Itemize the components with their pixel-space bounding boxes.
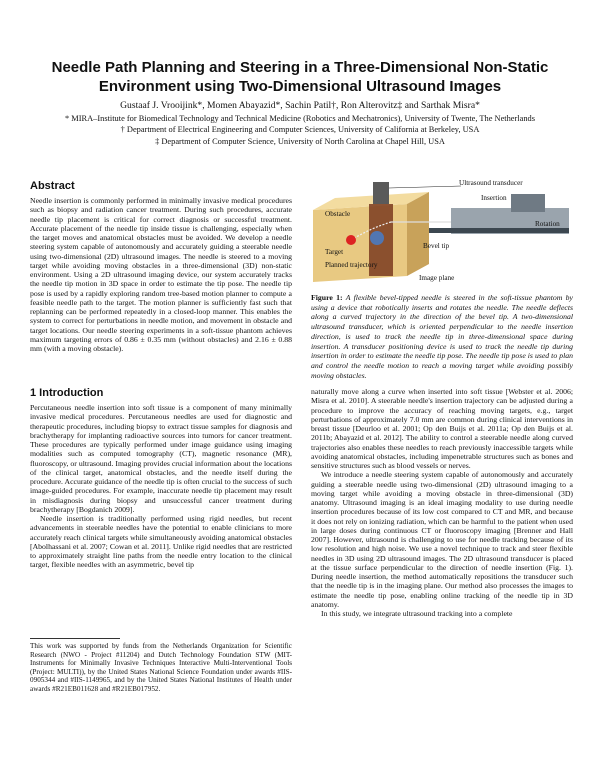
label-insertion: Insertion <box>481 194 507 202</box>
footnote-text: This work was supported by funds from the Netherlands Organization for Scientific Research (NWO - Project #11204) and Dutch Technology Foundation STW (MIT-Instruments for Minimally Invasive Techniques Interactive Multi-Interventional Tools (Project: MULTI)), by the United States National Science Foundation under awards #IIS-0905344 and #IIS-1149965, and by the United States National Institutes of Health under awards #R21EB011628 and #R21EB017952. <box>30 642 292 693</box>
intro-paragraph-3: naturally move along a curve when inserted into soft tissue [Webster et al. 2006; Misra et al. 2010]. A steerable needle's insertion trajectory can be adjusted during a procedure to improve the accuracy of reaching moving targets, e.g., target perturbations of approximately 7.0 mm are common during clinical interventions in breast tissue [Deurloo et al. 2001; Op den Buijs et al. 2011a; Op den Buijs et al. 2011b; Abayazid et al. 2012]. The ability to control a steerable needle along curved trajectories also enables these needles to reach previously inaccessible targets while avoiding anatomical obstacles, including impenetrable structures such as bones and sensitive structures such as blood vessels or nerves. <box>311 387 573 470</box>
footnote <box>30 642 292 694</box>
figure-1-illustration <box>311 176 573 284</box>
label-planned-trajectory: Planned trajectory <box>325 261 378 269</box>
intro-right-column <box>311 387 573 618</box>
rotation-stage <box>511 194 545 212</box>
caption-label: Figure 1: <box>311 293 343 302</box>
label-image-plane: Image plane <box>419 274 455 282</box>
title-line-1: Needle Path Planning and Steering in a Three-Dimensional Non-Static <box>51 59 549 76</box>
abstract-heading: Abstract <box>30 180 75 192</box>
label-bevel-tip: Bevel tip <box>423 242 450 250</box>
intro-paragraph-2: Needle insertion is traditionally performed using rigid needles, but recent advancements in steerable needles have the potential to enable clinicians to more accurately reach clinical targets while simultaneously avoiding anatomical obstacles [Abolhassani et al. 2007; Cowan et al. 2011]. Unlike rigid needles that are restricted to approximately straight line paths from the needle entry location to the clinical target, flexible needles with an asymmetric, bevel tip <box>30 514 292 570</box>
intro-paragraph-1: Percutaneous needle insertion into soft tissue is a component of many minimally invasive medical procedures. Percutaneous needles are used for diagnostic and therapeutic procedures, including biopsy to extract tissue samples for diagnosis and brachytherapy for implanting radioactive sources into tumors for cancer treatment. These procedures are typically performed under image guidance using imaging modalities such as computed tomography (CT), magnetic resonance (MR), fluoroscopy, or ultrasound. Imaging provides crucial information about the locations of the clinical target, anatomical obstacles, and the needle itself during the procedure. Accurate guidance of the needle tip is often crucial to the success of such image-guided procedures. For example, inaccurate needle tip placement may result in misdiagnosis during biopsy and unsuccessful cancer treatment during brachytherapy [Bogdanich 2009]. <box>30 403 292 514</box>
caption-text: A flexible bevel-tipped needle is steered in the soft-tissue phantom by using a device that robotically inserts and rotates the needle. The needle deflects along a curved trajectory in the direction of the bevel tip. A two-dimensional ultrasound transducer, which is oriented perpendicular to the needle insertion direction, is used to track the needle tip in three-dimensional space during insertion. A transducer positioning device is used to track the needle tip during insertion in order to estimate the needle tip pose. The needle tip pose is used to plan and control the needle motion to reach a moving target while avoiding possibly moving obstacles. <box>311 293 573 380</box>
ultrasound-transducer <box>373 182 389 204</box>
tissue-phantom-side <box>407 192 429 276</box>
figure-1-caption <box>311 293 573 380</box>
footnote-rule <box>30 638 120 639</box>
author-list: Gustaaf J. Vrooijink*, Momen Abayazid*, Sachin Patil†, Ron Alterovitz‡ and Sarthak Misra* <box>120 100 480 111</box>
abstract-body <box>30 196 292 353</box>
obstacle-marker <box>370 231 384 245</box>
label-rotation: Rotation <box>535 220 560 228</box>
intro-paragraph-5: In this study, we integrate ultrasound tracking into a complete <box>321 609 513 618</box>
label-obstacle: Obstacle <box>325 210 351 218</box>
affiliation-2: † Department of Electrical Engineering and Computer Sciences, University of California at Berkeley, USA <box>120 125 480 134</box>
intro-paragraph-4: We introduce a needle steering system capable of autonomously and accurately guiding a steerable needle using two-dimensional (2D) ultrasound imaging to a moving target while avoiding a moving obstacle in three-dimensional (3D) anatomy. Ultrasound imaging is an ideal imaging modality to use during needle insertion procedures because of its low cost compared to CT and MR, and because it does not rely on ionizing radiation, which can be harmful to the patient when used in large doses during continuous CT or fluoroscopy imaging [Brenner and Hall 2007]. However, ultrasound is challenging to use for needle tracking because of its low resolution and high noise. We use a novel technique to track and steer flexible needles in 3D using 2D ultrasound images. The 2D ultrasound transducer is placed at the tissue surface perpendicular to the direction of needle insertion (Fig. 1). During needle insertion, the method automatically repositions the transducer such that the needle tip is in the imaging plane. Our method also processes the images to estimate the needle tip pose, enabling online tracking of the needle tip in 3D anatomy. <box>311 470 573 609</box>
label-ultrasound-transducer: Ultrasound transducer <box>459 179 523 187</box>
insertion-rail <box>429 228 569 233</box>
affiliation-3: ‡ Department of Computer Science, University of North Carolina at Chapel Hill, USA <box>155 137 445 146</box>
label-target: Target <box>325 248 344 256</box>
abstract-text: Needle insertion is commonly performed in minimally invasive medical procedures such as biopsy and radiation cancer treatment. During such procedures, accurate needle tip placement is critical for correct diagnosis or successful treatment. Accurate placement of the needle tip inside tissue is challenging, especially when the target moves and anatomical obstacles must be avoided. We develop a needle steering system capable of autonomously and accurately guiding a steerable needle using two-dimensional (2D) ultrasound images. The needle is steered to a moving target while avoiding moving obstacles in a three-dimensional (3D) non-static environment. Using a 2D ultrasound imaging device, our system accurately tracks the needle tip motion in 3D space in order to estimate the tip pose. The needle tip pose is used by a rapidly exploring random tree-based motion planner to compute a feasible needle path to the target. The motion planner is sufficiently fast such that replanning can be performed repeatedly in a closed-loop manner. This enables the system to correct for perturbations in needle motion, and movement in obstacle and target locations. Our needle steering experiments in a soft-tissue phantom achieves maximum targeting errors of 0.86 ± 0.35 mm (without obstacles) and 2.16 ± 0.88 mm (with a moving obstacle). <box>30 196 292 353</box>
paper-title <box>30 58 570 96</box>
intro-left-column <box>30 403 292 570</box>
introduction-heading: 1 Introduction <box>30 387 104 399</box>
title-line-2: Environment using Two-Dimensional Ultrasound Images <box>98 78 502 95</box>
target-marker <box>346 235 356 245</box>
affiliation-1: * MIRA–Institute for Biomedical Technology and Technical Medicine (Robotics and Mechatronics), University of Twente, The Netherlands <box>65 114 535 123</box>
